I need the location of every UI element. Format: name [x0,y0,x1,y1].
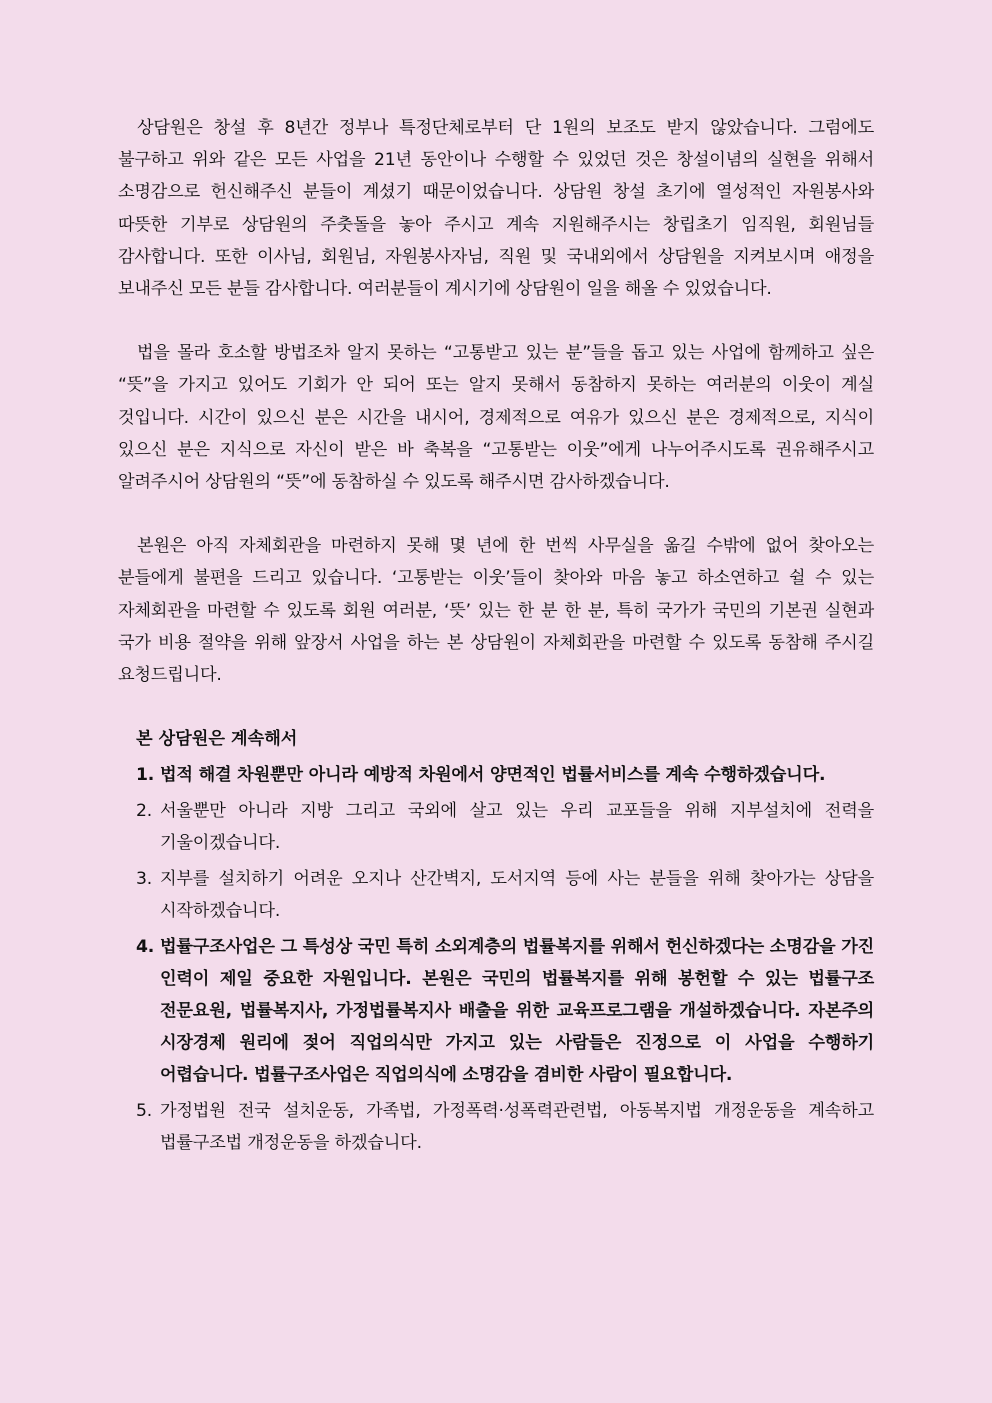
list-item-text: 지부를 설치하기 어려운 오지나 산간벽지, 도서지역 등에 사는 분들을 위해 찾아가는 상담을 시작하겠습니다. [160,869,874,922]
list-item-number: 4. [136,937,155,958]
list-item-number: 3. [136,869,152,890]
list-item-text: 법적 해결 차원뿐만 아니라 예방적 차원에서 양면적인 법률서비스를 계속 수행하겠습니다. [160,765,826,786]
pledge-list [136,759,874,1159]
list-item-number: 1. [136,765,155,786]
list-item-text: 서울뿐만 아니라 지방 그리고 국외에 살고 있는 우리 교포들을 위해 지부설치에 전력을 기울이겠습니다. [160,801,874,854]
list-item [136,931,874,1091]
paragraph-history: 상담원은 창설 후 8년간 정부나 특정단체로부터 단 1원의 보조도 받지 않았습니다. 그럼에도 불구하고 위와 같은 모든 사업을 21년 동안이나 수행할 수 있었던 것은 창설이념의 실현을 위해서 소명감으로 헌신해주신 분들이 계셨기 때문이었습니다. 상담원 창설 초기에 열성적인 자원봉사와 따뜻한 기부로 상담원의 주춧돌을 놓아 주시고 계속 지원해주시는 창립초기 임직원, 회원님들 감사합니다. 또한 이사님, 회원님, 자원봉사자님, 직원 및 국내외에서 상담원을 지켜보시며 애정을 보내주신 모든 분들 감사합니다. 여러분들이 계시기에 상담원이 일을 해올 수 있었습니다. [118,118,874,300]
list-item-text: 가정법원 전국 설치운동, 가족법, 가정폭력·성폭력관련법, 아동복지법 개정운동을 계속하고 법률구조법 개정운동을 하겠습니다. [160,1101,874,1154]
list-item [136,759,874,791]
paragraph-building: 본원은 아직 자체회관을 마련하지 못해 몇 년에 한 번씩 사무실을 옮길 수밖에 없어 찾아오는 분들에게 불편을 드리고 있습니다. ‘고통받는 이웃’들이 찾아와 마음 놓고 하소연하고 쉴 수 있는 자체회관을 마련할 수 있도록 회원 여러분, ‘뜻’ 있는 한 분 한 분, 특히 국가가 국민의 기본권 실현과 국가 비용 절약을 위해 앞장서 사업을 하는 본 상담원이 자체회관을 마련할 수 있도록 동참해 주시길 요청드립니다. [118,536,874,686]
list-item-text: 법률구조사업은 그 특성상 국민 특히 소외계층의 법률복지를 위해서 헌신하겠다는 소명감을 가진 인력이 제일 중요한 자원입니다. 본원은 국민의 법률복지를 위해 봉헌할 수 있는 법률구조 전문요원, 법률복지사, 가정법률복지사 배출을 위한 교육프로그램을 개설하겠습니다. 자본주의 시장경제 원리에 젖어 직업의식만 가지고 있는 사람들은 진정으로 이 사업을 수행하기 어렵습니다. 법률구조사업은 직업의식에 소명감을 겸비한 사람이 필요합니다. [160,937,874,1086]
list-item [136,795,874,859]
list-item [136,863,874,927]
list-item-number: 2. [136,801,152,822]
paragraph-participation: 법을 몰라 호소할 방법조차 알지 못하는 “고통받고 있는 분”들을 돕고 있는 사업에 함께하고 싶은 “뜻”을 가지고 있어도 기회가 안 되어 또는 알지 못해서 동참하지 못하는 여러분의 이웃이 계실 것입니다. 시간이 있으신 분은 시간을 내시어, 경제적으로 여유가 있으신 분은 경제적으로, 지식이 있으신 분은 지식으로 자신이 받은 바 축복을 “고통받는 이웃”에게 나누어주시도록 권유해주시고 알려주시어 상담원의 “뜻”에 동참하실 수 있도록 해주시면 감사하겠습니다. [118,343,874,493]
list-intro: 본 상담원은 계속해서 [136,729,298,750]
list-item [136,1095,874,1159]
list-item-number: 5. [136,1101,152,1122]
